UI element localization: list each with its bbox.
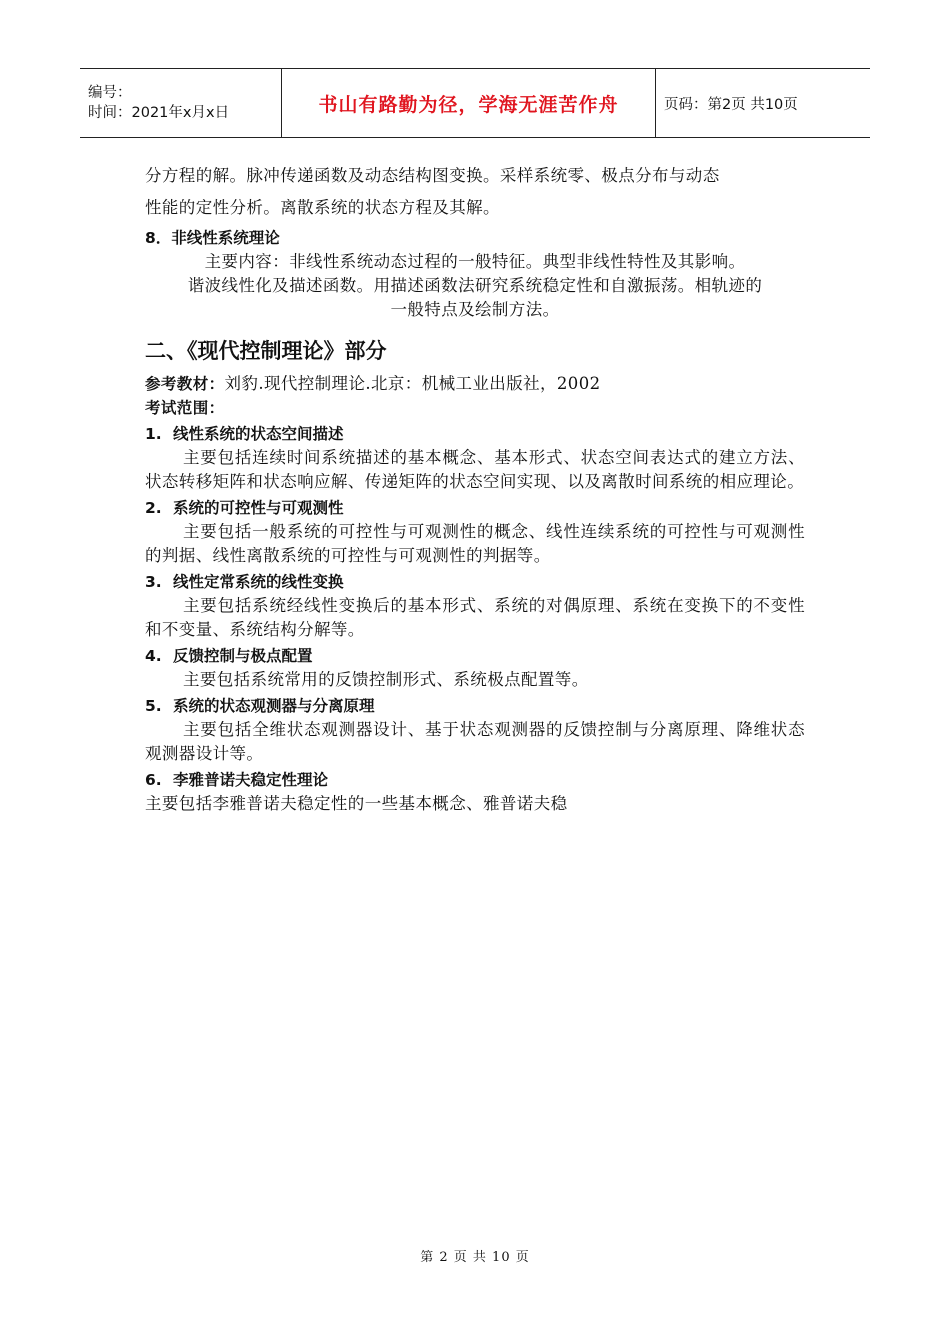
- section-title-text: 线性定常系统的线性变换: [173, 573, 344, 591]
- intro-line-1: 分方程的解。脉冲传递函数及动态结构图变换。采样系统零、极点分布与动态: [145, 166, 720, 185]
- section-title: [145, 422, 805, 446]
- section-body: 主要包括李雅普诺夫稳定性的一些基本概念、雅普诺夫稳: [145, 794, 568, 813]
- section-number: 5.: [145, 697, 162, 715]
- reference-textbook: [145, 372, 805, 396]
- section-title-text: 反馈控制与极点配置: [173, 647, 313, 665]
- reference-text: 刘豹.现代控制理论.北京：机械工业出版社，2002: [224, 374, 601, 393]
- header-motto: 书山有路勤为径，学海无涯苦作舟: [318, 93, 619, 116]
- section-body: 主要包括一般系统的可控性与可观测性的概念、线性连续系统的可控性与可观测性的判据、线性离散系统的可控性与可观测性的判据等。: [145, 522, 805, 565]
- reference-label: 参考教材：: [145, 375, 225, 393]
- part-2-heading: 二、《现代控制理论》部分: [145, 339, 387, 363]
- section-body: 主要包括系统经线性变换后的基本形式、系统的对偶原理、系统在变换下的不变性和不变量、系统结构分解等。: [145, 596, 805, 639]
- section-8-title: 8．非线性系统理论: [145, 229, 280, 247]
- page-header: [80, 68, 870, 138]
- exam-scope: [145, 396, 805, 420]
- section-title-text: 系统的可控性与可观测性: [173, 499, 344, 517]
- section-number: 3.: [145, 573, 162, 591]
- section-number: 6.: [145, 771, 162, 789]
- section-title-text: 李雅普诺夫稳定性理论: [173, 771, 329, 789]
- section-title: [145, 768, 805, 792]
- section-8-line-1: 主要内容：非线性系统动态过程的一般特征。典型非线性特性及其影响。: [204, 252, 746, 271]
- section-number: 1.: [145, 425, 162, 443]
- section-8-line-2: 谐波线性化及描述函数。用描述函数法研究系统稳定性和自激振荡。相轨迹的: [187, 276, 763, 295]
- page-footer: 第 2 页 共 10 页: [420, 1250, 530, 1265]
- header-page-info: 页码：第2页 共10页: [664, 96, 798, 113]
- document-number-label: 编号：: [88, 85, 132, 101]
- header-page-info-cell: [656, 69, 870, 137]
- exam-scope-label: 考试范围：: [145, 399, 225, 417]
- section-title: [145, 496, 805, 520]
- document-date: 时间：2021年x月x日: [88, 105, 230, 121]
- intro-line-2: 性能的定性分析。离散系统的状态方程及其解。: [145, 198, 500, 217]
- document-body: [145, 160, 805, 816]
- section-title-text: 系统的状态观测器与分离原理: [173, 697, 375, 715]
- section-body: 主要包括全维状态观测器设计、基于状态观测器的反馈控制与分离原理、降维状态观测器设计等。: [145, 720, 805, 763]
- section-body: 主要包括系统常用的反馈控制形式、系统极点配置等。: [183, 670, 589, 689]
- section-number: 2.: [145, 499, 162, 517]
- section-number: 4.: [145, 647, 162, 665]
- section-title: [145, 644, 805, 668]
- header-meta: [80, 69, 282, 137]
- section-title-text: 线性系统的状态空间描述: [173, 425, 344, 443]
- section-title: [145, 570, 805, 594]
- section-8-line-3: 一般特点及绘制方法。: [390, 300, 560, 319]
- header-motto-cell: [282, 69, 656, 137]
- section-title: [145, 694, 805, 718]
- section-body: 主要包括连续时间系统描述的基本概念、基本形式、状态空间表达式的建立方法、状态转移矩阵和状态响应解、传递矩阵的状态空间实现、以及离散时间系统的相应理论。: [145, 448, 805, 491]
